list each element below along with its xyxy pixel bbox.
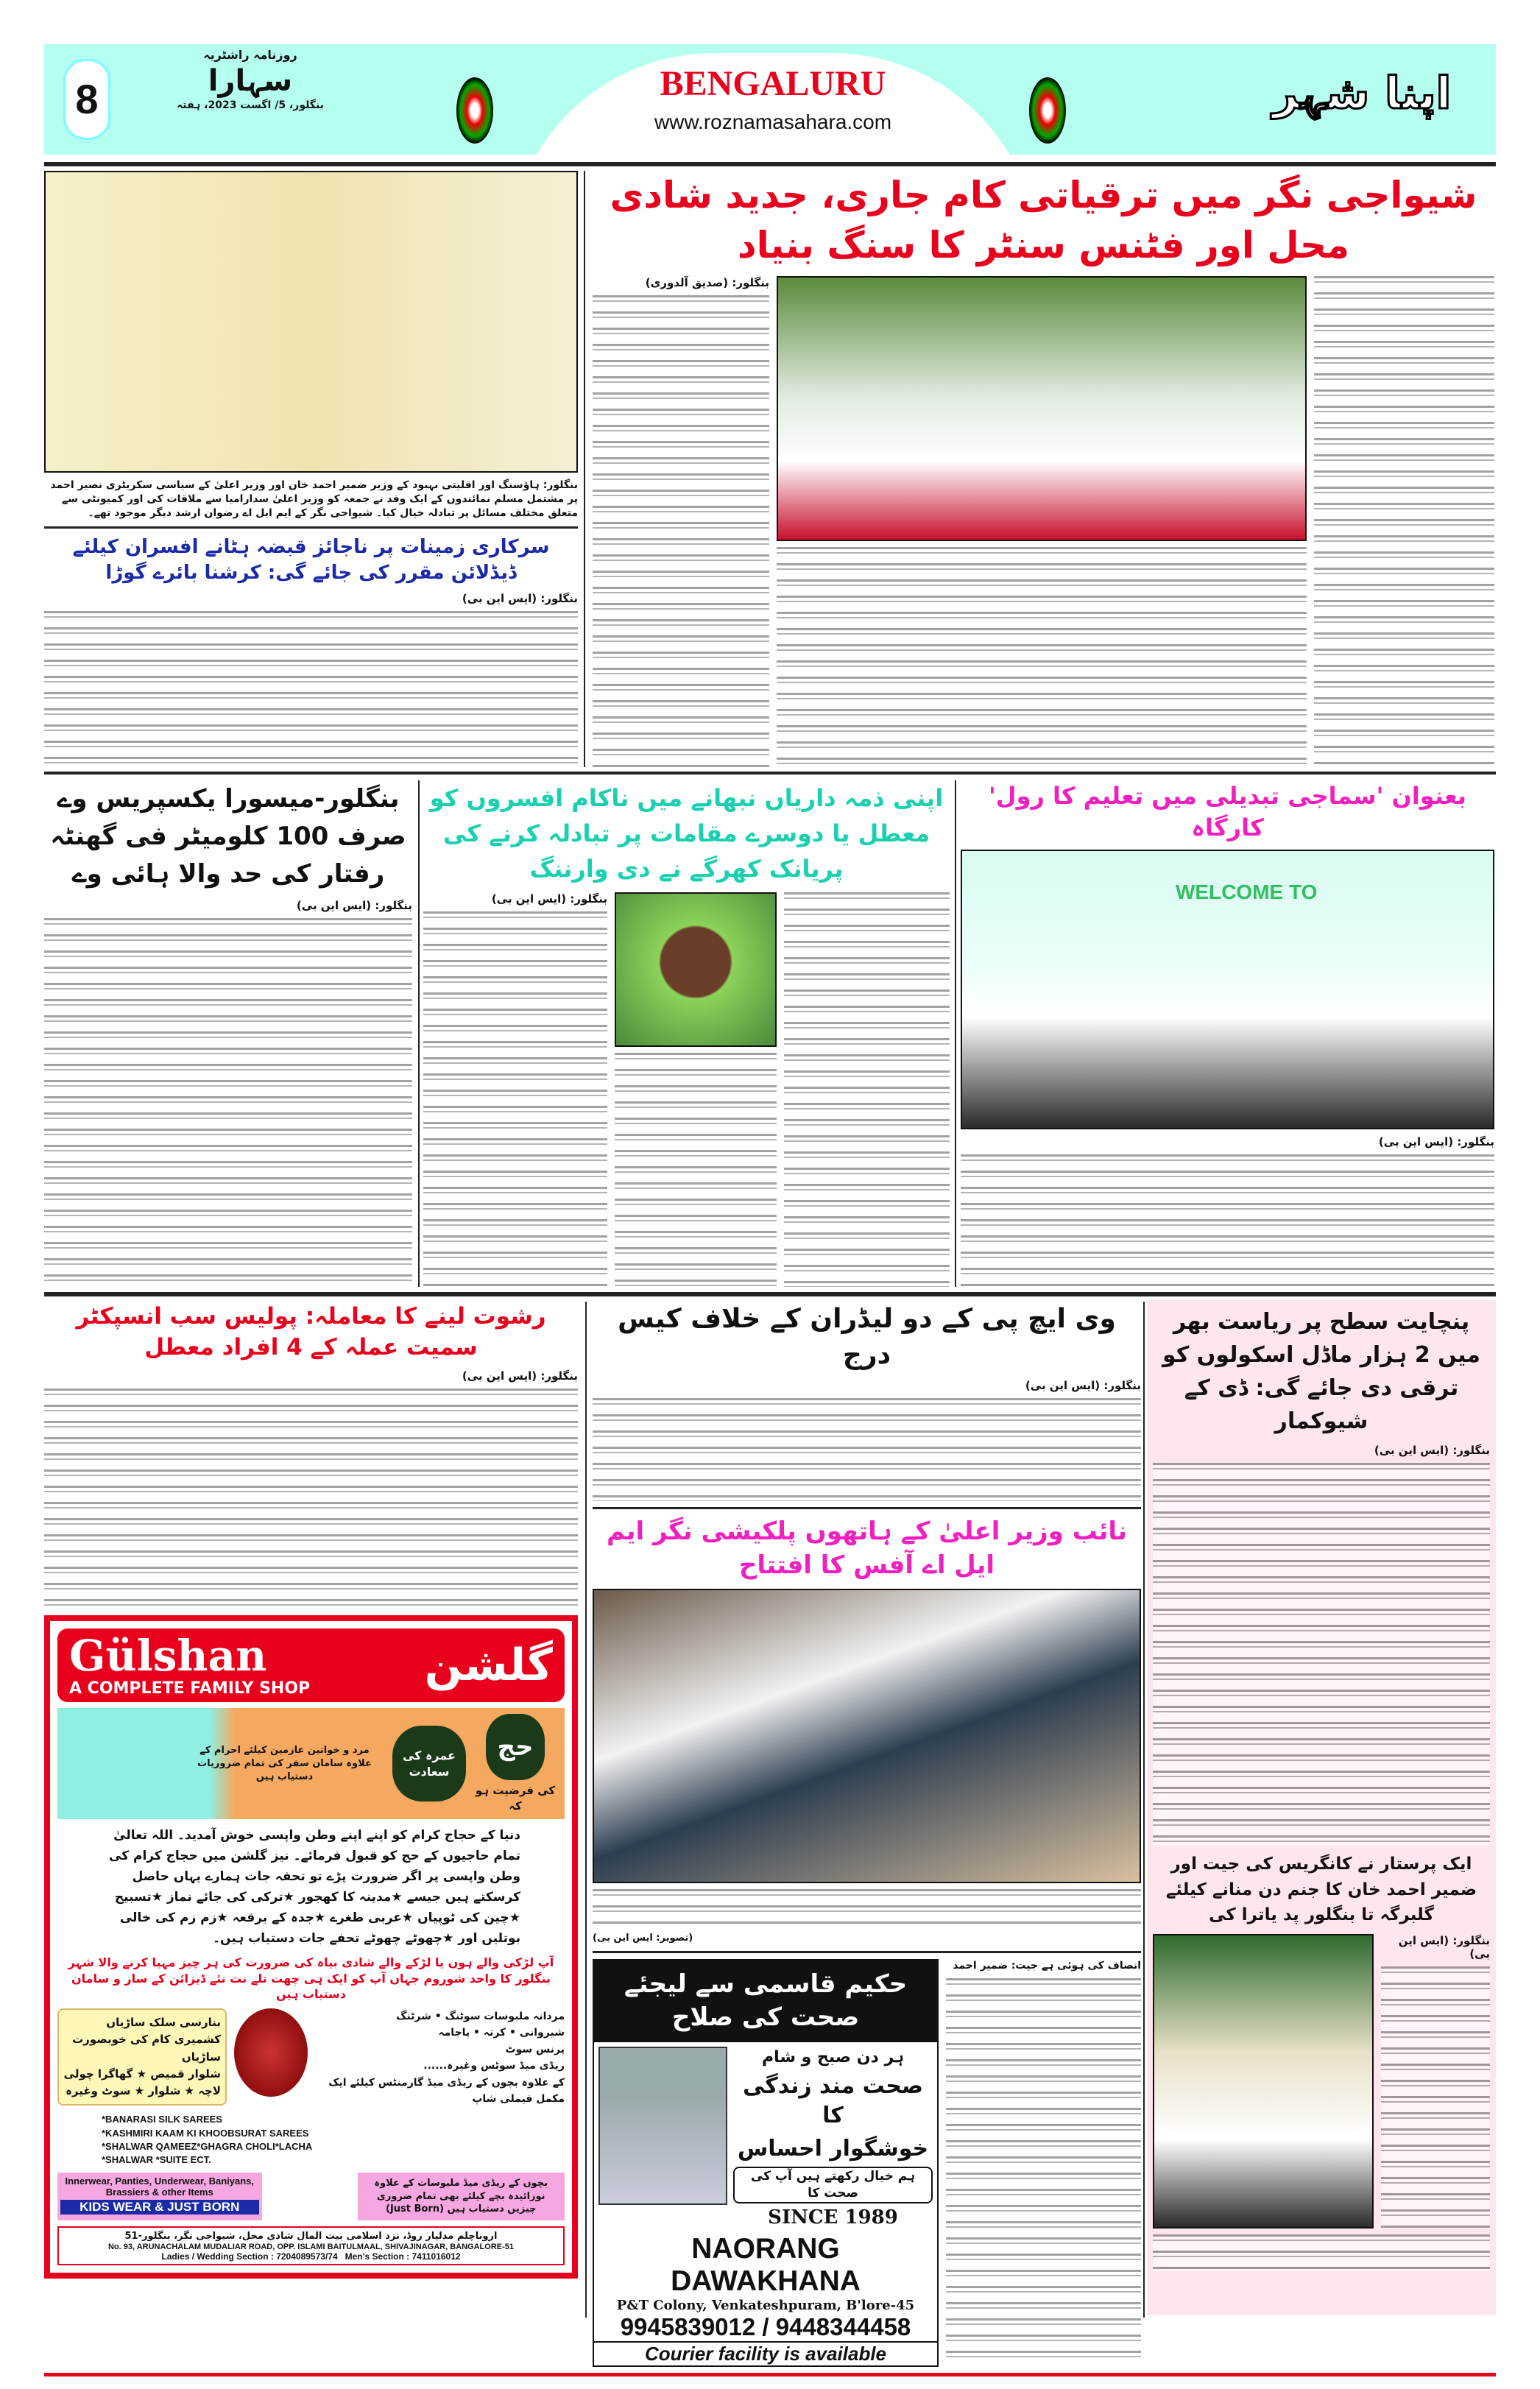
ad-body xyxy=(594,2042,937,2233)
story-headline: سرکاری زمینات پر ناجائز قبضہ ہٹانے افسران کیلئے ڈیڈلائن مقرر کی جائے گی: کرشنا بائرے گوڑا xyxy=(72,535,550,584)
kids-urdu-box: بچوں کے ریڈی میڈ ملبوسات کے علاوہ نوزائیدہ بچے کیلئے بھی تمام ضروری چیزیں دستیاب ہیں (Just Born) xyxy=(358,2173,565,2220)
pink-story-box xyxy=(1147,1299,1496,2315)
website-url[interactable]: www.roznamasahara.com xyxy=(654,110,892,133)
dateline: بنگلور: (ایس این بی) xyxy=(296,899,412,912)
photo-caption: بنگلور: ہاؤسنگ اور اقلیتی بہبود کے وزیر ضمیر احمد خان اور وزیر اعلیٰ کے سیاسی سکریٹری نصیر احمد پر مشتمل مسلم نمائندوں کے ایک وفد نے جمعہ کو وزیر اعلیٰ سدارامیا سے ملاقات کی اور کمیونٹی سے متعلق مختلف مسائل پر تبادلہ خیال کیا۔ شیواجی نگر کے ایم ایل اے رضوان ارشد دیگر موجود تھے۔ xyxy=(50,479,578,519)
photo-priyank-kharge xyxy=(615,892,777,1047)
small-column-lead: انصاف کی ہوئی ہے جیت: ضمیر احمد xyxy=(953,1959,1141,1972)
article-body xyxy=(784,892,950,1287)
dateline: بنگلور: (ایس این بی) xyxy=(1374,1444,1490,1457)
divider xyxy=(44,1292,1496,1296)
brand-tagline: A COMPLETE FAMILY SHOP xyxy=(69,1679,311,1698)
column-divider xyxy=(1143,1302,1145,2318)
model-schools-headline: پنچایت سطح پر ریاست بھر میں 2 ہزار ماڈل اسکولوں کو ترقی دی جائے گی: ڈی کے شیوکمار xyxy=(1162,1309,1480,1434)
article-body xyxy=(1314,276,1494,767)
divider xyxy=(44,772,1496,774)
warning-right-column xyxy=(423,892,607,1287)
kids-image xyxy=(269,2173,350,2220)
main-right-column xyxy=(593,276,769,767)
article-body xyxy=(593,295,769,767)
english-list xyxy=(57,2113,565,2167)
photo-foundation-ceremony xyxy=(777,276,1307,541)
photo-padyatra xyxy=(1153,1934,1374,2229)
expressway-story xyxy=(44,780,412,1287)
photo-cm-meeting xyxy=(44,171,578,473)
list-item: *SHALWAR *SUITE ECT. xyxy=(102,2153,211,2165)
edition-title: BENGALURU xyxy=(660,64,886,103)
clinic-phones: 9945839012 / 9448344458 xyxy=(594,2313,937,2343)
list-item: لاچہ ★ شلوار ★ سوٹ وغیرہ xyxy=(66,2084,221,2098)
padyatra-text xyxy=(1381,1934,1490,2229)
main-headline: شیواجی نگر میں ترقیاتی کام جاری، جدید شادی محل اور فٹنس سنٹر کا سنگ بنیاد xyxy=(610,174,1477,267)
list-item: *KASHMIRI KAAM KI KHOOBSURAT SAREES xyxy=(102,2127,309,2139)
photo-workshop xyxy=(961,850,1494,1129)
hajj-block xyxy=(475,1714,556,1813)
photo-credit: (تصویر: ایس این بی) xyxy=(593,1932,693,1944)
umrah-badge: عمرہ کی سعادت xyxy=(392,1726,466,1802)
welcome-text: دنیا کے حجاج کرام کو اپنے اپنے وطن واپسی خوش آمدید۔ اللہ تعالیٰ تمام حاجیوں کے حج کو قبول فرمائے۔ نیز گلشن میں حجاج کرام کی وطن واپسی پر اگر ضرورت پڑے تو تحفہ جات ہمارے یہاں حاصل کرسکتے ہیں جیسے ★مدینہ کا کھجور ★ترکی کی جائے نماز ★تسبیح ★چین کی ٹوپیاں ★عربی طغرے ★جدہ کے برقعہ ★زم زم کی خالی بوتلیں اور ★چھوٹے چھوٹے تحفے جات دستیاب ہیں۔ xyxy=(109,1827,520,1947)
expressway-headline: بنگلور-میسورا یکسپریس وے صرف 100 کلومیٹر فی گھنٹہ رفتار کی حد والا ہائی وے xyxy=(50,784,406,889)
ad-slogan: ہم خیال رکھتے ہیں آپ کی صحت کا xyxy=(733,2167,933,2203)
phone-numbers: Ladies / Wedding Section : 7204089573/74 Men's Section : 7411016012 xyxy=(161,2251,461,2262)
workshop-story xyxy=(961,780,1494,1287)
article-body xyxy=(615,1053,777,1287)
wedding-line: آپ لڑکی والے ہوں یا لڑکے والے شادی بیاہ کی ضرورت کی ہر چیز مہیا کرنے والا شہر بنگلور کا واحد شوروم جہاں آپ کو ایک ہی چھت تلے نت نئے ڈیزائن کے ساز و سامان دستیاب ہیں xyxy=(68,1955,554,2002)
list-item: *BANARASI SILK SAREES xyxy=(102,2114,222,2125)
brand-name: Gülshan xyxy=(69,1630,267,1681)
main-photo-column xyxy=(777,276,1307,767)
article-body xyxy=(423,911,607,1287)
padyatra-row xyxy=(1153,1934,1490,2229)
hajj-subtext: کی فرضیت ہو کہ xyxy=(475,1784,556,1813)
article-body xyxy=(946,1978,1141,2367)
article-body xyxy=(1153,1463,1490,1846)
address-box xyxy=(57,2226,565,2266)
article-body xyxy=(1381,1966,1490,2229)
byline: بنگلور: (صدیق آلدوری) xyxy=(645,276,769,289)
column-divider xyxy=(955,780,956,1287)
divider xyxy=(593,1507,1141,1509)
warning-photo-column xyxy=(615,892,777,1287)
photo-office-inauguration xyxy=(593,1589,1141,1883)
article-body xyxy=(777,547,1307,767)
emblem-icon xyxy=(456,77,493,144)
kids-label: KIDS WEAR & JUST BORN xyxy=(60,2200,259,2215)
ad-line: ہر دن صبح و شام xyxy=(761,2048,905,2067)
naorang-ad xyxy=(593,1959,939,2368)
row3-left-column xyxy=(44,1302,578,2279)
gulshan-banner xyxy=(57,1628,565,1703)
products-row xyxy=(57,2008,565,2107)
hajj-banner xyxy=(57,1708,565,1819)
small-column xyxy=(946,1959,1141,2368)
dateline: بنگلور: (ایس این بی) xyxy=(1025,1379,1141,1393)
divider xyxy=(44,526,578,529)
brand-block xyxy=(69,1630,311,1698)
hakeem-photo xyxy=(598,2047,727,2205)
luggage-image xyxy=(66,1720,177,1808)
hajj-badge: حج xyxy=(486,1714,545,1780)
ad-row xyxy=(593,1959,1141,2368)
article-body xyxy=(44,1388,578,1609)
column-divider xyxy=(418,780,420,1287)
divider xyxy=(44,162,1496,166)
dateline: بنگلور: (ایس این بی) xyxy=(491,892,607,906)
warning-story xyxy=(423,780,950,1287)
couple-image xyxy=(234,2008,308,2097)
edition-block xyxy=(552,65,994,134)
main-story xyxy=(593,171,1494,767)
warning-headline: اپنی ذمہ داریاں نبھانے میں ناکام افسروں کو معطل یا دوسرے مقامات پر تبادلہ کرنے کی پریانک کھرگے نے دی وارننگ xyxy=(429,784,944,883)
paper-logo: سہارا xyxy=(208,63,293,98)
list-item: *SHALWAR QAMEEZ*GHAGRA CHOLI*LACHA xyxy=(102,2140,313,2152)
courier-note: Courier facility is available xyxy=(644,2343,887,2365)
kids-row xyxy=(57,2173,565,2220)
page-number-badge: 8 xyxy=(63,59,110,140)
brand-name-urdu: گلشن xyxy=(424,1639,553,1691)
top-left-column xyxy=(44,171,578,767)
date-line: بنگلور، 5/ اگست 2023، ہفتہ xyxy=(177,99,324,111)
list-item: پرنس سوٹ xyxy=(505,2043,565,2055)
workshop-headline: بعنوان 'سماجی تبدیلی میں تعلیم کا رول' کارگاہ xyxy=(989,782,1466,842)
address: No. 93, ARUNACHALAM MUDALIAR ROAD, OPP. ISLAMI BAITULMAAL, SHIVAJINAGAR, BANGALORE-51 xyxy=(107,2242,515,2252)
clinic-address: P&T Colony, Venkateshpuram, B'lore-45 xyxy=(616,2298,915,2314)
list-item: کے علاوہ بچوں کے ریڈی میڈ گارمنٹس کیلئے ایک مکمل فیملی شاپ xyxy=(328,2076,565,2105)
divider xyxy=(593,1951,1141,1953)
photo-caption xyxy=(593,1889,1141,1926)
list-item: بنارسی سلک ساڑیاں xyxy=(106,2016,221,2030)
inauguration-headline: نائب وزیر اعلیٰ کے ہاتھوں پلکیشی نگر ایم ایل اے آفس کا افتتاح xyxy=(607,1517,1127,1581)
bribery-headline: رشوت لینے کا معاملہ: پولیس سب انسپکٹر سمیت عملہ کے 4 افراد معطل xyxy=(76,1303,546,1361)
article-body xyxy=(593,1398,1141,1501)
dateline: بنگلور: (ایس این بی) xyxy=(1378,1135,1494,1149)
article-body xyxy=(961,1154,1494,1287)
since-year: SINCE 1989 xyxy=(768,2206,898,2229)
padyatra-headline: ایک پرستار نے کانگریس کی جیت اور ضمیر احمد خان کا جنم دن منانے کیلئے گلبرگہ تا بنگلور پد یاترا کی xyxy=(1165,1855,1477,1924)
column-divider xyxy=(585,1302,587,2318)
column-divider xyxy=(584,171,585,767)
ad-text-block xyxy=(733,2047,933,2229)
list-item: کشمیری کام کی خوبصورت ساڑیاں xyxy=(72,2033,221,2064)
section-title: اپنا شہر xyxy=(1272,68,1452,119)
dateline: بنگلور: (ایس این بی) xyxy=(1398,1933,1490,1961)
urdu-saree-list xyxy=(57,2008,227,2106)
gulshan-ad xyxy=(44,1615,578,2279)
dateline: بنگلور: (ایس این بی) xyxy=(462,1369,578,1383)
dateline: بنگلور: (ایس این بی) xyxy=(462,591,578,605)
innerwear-text: Innerwear, Panties, Underwear, Baniyans, Brassiers & other Items xyxy=(65,2175,254,2198)
pilgrims-text: مرد و خواتین عازمین کیلئے احرام کے علاوہ سامان سفر کی تمام ضروریات دستیاب ہیں xyxy=(197,1745,372,1782)
article-body xyxy=(44,918,412,1287)
ad-headline: حکیم قاسمی سے لیجئے صحت کی صلاح xyxy=(594,1961,937,2043)
mens-list xyxy=(315,2008,565,2107)
list-item: شلوار قمیص ★ گھاگرا چولی xyxy=(63,2067,221,2081)
footer-rule xyxy=(44,2373,1496,2376)
emblem-icon xyxy=(1029,77,1066,144)
article-body xyxy=(1153,2234,1490,2271)
ad-line: صحت مند زندگی کا xyxy=(742,2072,924,2129)
list-item: مردانہ ملبوسات سوٹنگ • شرٹنگ xyxy=(396,2011,565,2023)
clinic-name: NAORANG DAWAKHANA xyxy=(671,2233,861,2298)
list-item: ریڈی میڈ سوٹس وغیرہ...... xyxy=(423,2060,565,2072)
article-body xyxy=(44,611,578,767)
vhp-headline: وی ایچ پی کے دو لیڈران کے خلاف کیس درج xyxy=(618,1304,1116,1370)
paper-tagline: روزنامہ راشٹریہ xyxy=(203,48,297,62)
ad-line: خوشگوار احساس xyxy=(737,2135,929,2162)
banner-text: WELCOME TO xyxy=(1176,881,1318,904)
address-urdu: اروناچلم مدلیار روڈ، نزد اسلامی بیت المال شادی محل، شیواجی نگر، بنگلور-51 xyxy=(124,2230,498,2242)
innerwear-box xyxy=(57,2173,262,2220)
paper-logo-block xyxy=(147,47,353,112)
row3-middle-column xyxy=(593,1302,1141,2367)
list-item: شیروانی • کرتہ • پاجامہ xyxy=(438,2027,565,2039)
